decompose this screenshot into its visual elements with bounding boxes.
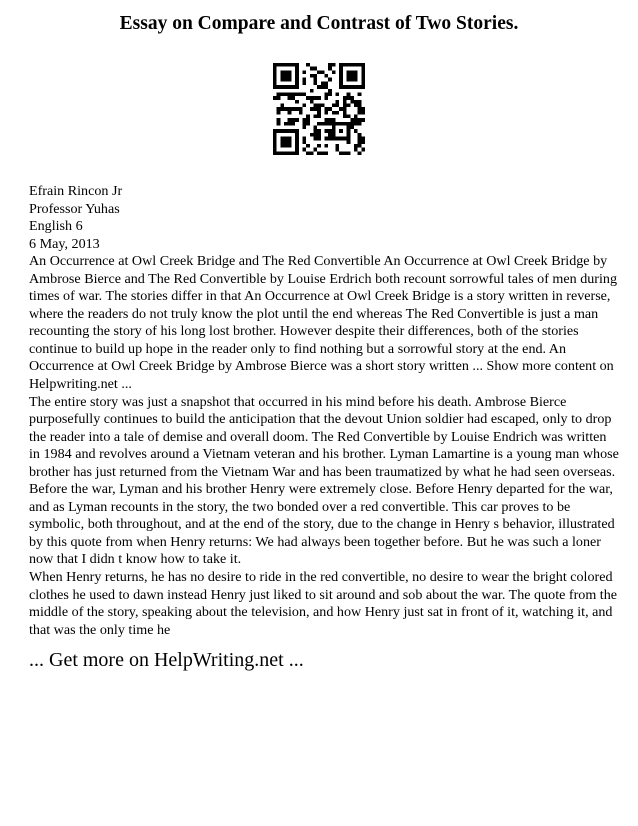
- qr-module: [291, 118, 295, 122]
- qr-module: [336, 111, 340, 115]
- qr-module: [325, 81, 329, 85]
- qr-module: [284, 122, 288, 126]
- qr-module: [284, 92, 288, 96]
- qr-module: [284, 107, 288, 111]
- paragraph: When Henry returns, he has no desire to ride in the red convertible, no desire to wear the bright colored clothes he used to dawn instead Henry just liked to sit around and sob about the war. The quote from the middle of the story, speaking about the television, and how Henry just sat in front of it, watching it, and that was the only time he: [29, 569, 618, 638]
- qr-module: [361, 118, 365, 122]
- qr-code-icon[interactable]: [273, 63, 365, 155]
- qr-module: [328, 78, 332, 82]
- qr-module: [277, 92, 281, 96]
- qr-module: [358, 140, 362, 144]
- qr-module: [288, 118, 292, 122]
- qr-module: [358, 103, 362, 107]
- qr-module: [306, 151, 310, 155]
- qr-module: [277, 118, 281, 122]
- qr-module: [291, 92, 295, 96]
- qr-module: [313, 133, 317, 137]
- qr-module: [321, 85, 325, 89]
- qr-module: [325, 92, 329, 96]
- qr-module: [313, 137, 317, 141]
- qr-module: [361, 137, 365, 141]
- qr-module: [313, 126, 317, 130]
- qr-module: [336, 103, 340, 107]
- qr-module: [317, 111, 321, 115]
- qr-module: [354, 118, 358, 122]
- qr-module: [347, 70, 358, 81]
- qr-module: [321, 70, 325, 74]
- qr-module: [313, 67, 317, 71]
- qr-module: [313, 115, 317, 119]
- qr-module: [310, 133, 314, 137]
- qr-module: [343, 103, 347, 107]
- qr-module: [354, 144, 358, 148]
- qr-module: [325, 85, 329, 89]
- qr-module: [277, 122, 281, 126]
- qr-module: [302, 137, 306, 141]
- qr-module: [295, 100, 299, 104]
- qr-module: [295, 118, 299, 122]
- qr-module: [273, 96, 277, 100]
- qr-module: [358, 133, 362, 137]
- qr-module: [332, 103, 336, 107]
- qr-module: [347, 115, 351, 119]
- qr-module: [295, 92, 299, 96]
- qr-module: [277, 111, 281, 115]
- qr-module: [317, 129, 321, 133]
- qr-module: [325, 122, 329, 126]
- qr-module: [310, 67, 314, 71]
- qr-module: [302, 81, 306, 85]
- qr-module: [361, 111, 365, 115]
- qr-module: [288, 92, 292, 96]
- qr-module: [347, 92, 351, 96]
- qr-module: [343, 151, 347, 155]
- qr-module: [325, 74, 329, 78]
- qr-module: [321, 103, 325, 107]
- qr-module: [354, 129, 358, 133]
- qr-module: [317, 151, 321, 155]
- qr-module: [310, 151, 314, 155]
- paragraph: An Occurrence at Owl Creek Bridge and The Red Convertible An Occurrence at Owl Creek Bridge by Ambrose Bierce and The Red Convertible by Louise Erdrich both recount sorrowful tales of men during times of war. The stories differ in that An Occurrence at Owl Creek Bridge is a story written in reverse, where the readers do not truly know the plot until the end whereas The Red Convertible is just a man recounting the story of his long lost brother. However despite their differences, both of the stories continue to build up hope in the reader only to find nothing but a sorrowful story at the end. An Occurrence at Owl Creek Bridge by Ambrose Bierce was a short story written ... Show more content on Helpwriting.net ...: [29, 253, 618, 393]
- qr-module: [302, 78, 306, 82]
- qr-module: [313, 129, 317, 133]
- qr-module: [328, 107, 332, 111]
- qr-module: [306, 115, 310, 119]
- qr-module: [350, 126, 354, 130]
- qr-module: [358, 92, 362, 96]
- qr-module: [332, 63, 336, 67]
- qr-module: [317, 107, 321, 111]
- qr-module: [317, 144, 321, 148]
- document-title: Essay on Compare and Contrast of Two Stories.: [119, 13, 519, 34]
- qr-module: [313, 107, 317, 111]
- qr-module: [336, 100, 340, 104]
- qr-module: [358, 137, 362, 141]
- qr-module: [347, 140, 351, 144]
- qr-module: [302, 103, 306, 107]
- qr-module: [280, 103, 284, 107]
- qr-module: [280, 137, 291, 148]
- qr-module: [306, 122, 310, 126]
- qr-module: [313, 103, 317, 107]
- qr-module: [310, 107, 314, 111]
- qr-module: [350, 96, 354, 100]
- header-course: English 6: [29, 218, 83, 235]
- qr-module: [313, 148, 317, 152]
- qr-module: [328, 89, 332, 93]
- qr-module: [288, 111, 292, 115]
- qr-module: [302, 122, 306, 126]
- qr-module: [358, 107, 362, 111]
- header-author: Efrain Rincon Jr: [29, 183, 123, 199]
- qr-module: [325, 144, 329, 148]
- qr-module: [317, 103, 321, 107]
- qr-module: [328, 122, 332, 126]
- qr-module: [325, 96, 329, 100]
- qr-module: [313, 81, 317, 85]
- qr-module: [343, 96, 347, 100]
- qr-module: [302, 126, 306, 130]
- qr-module: [358, 111, 362, 115]
- header-date: 6 May, 2013: [29, 235, 100, 252]
- qr-module: [361, 148, 365, 152]
- qr-module: [325, 137, 329, 141]
- qr-module: [325, 118, 329, 122]
- qr-module: [354, 148, 358, 152]
- qr-module: [306, 96, 310, 100]
- qr-module: [306, 63, 310, 67]
- qr-module: [302, 70, 306, 74]
- qr-module: [350, 122, 354, 126]
- qr-module: [339, 129, 343, 133]
- qr-module: [291, 122, 295, 126]
- qr-module: [280, 107, 284, 111]
- qr-module: [310, 96, 314, 100]
- qr-module: [299, 107, 303, 111]
- qr-module: [313, 78, 317, 82]
- qr-module: [291, 107, 295, 111]
- qr-module: [310, 100, 314, 104]
- qr-module: [354, 115, 358, 119]
- qr-module: [325, 151, 329, 155]
- qr-module: [302, 148, 306, 152]
- qr-module: [302, 140, 306, 144]
- qr-module: [328, 129, 332, 133]
- qr-module: [361, 140, 365, 144]
- qr-module: [343, 100, 347, 104]
- qr-module: [321, 151, 325, 155]
- qr-module: [313, 74, 317, 78]
- qr-module: [291, 96, 295, 100]
- qr-module: [317, 137, 321, 141]
- qr-module: [328, 137, 332, 141]
- qr-module: [321, 122, 325, 126]
- qr-module: [347, 103, 351, 107]
- qr-module: [277, 96, 281, 100]
- qr-module: [302, 92, 306, 96]
- qr-module: [325, 129, 329, 133]
- qr-module: [306, 144, 310, 148]
- qr-module: [328, 67, 332, 71]
- qr-module: [288, 122, 292, 126]
- qr-module: [358, 122, 362, 126]
- qr-module: [306, 118, 310, 122]
- qr-module: [310, 74, 314, 78]
- qr-module: [336, 144, 340, 148]
- get-more-link[interactable]: ... Get more on HelpWriting.net ...: [29, 649, 304, 671]
- qr-module: [358, 144, 362, 148]
- qr-module: [295, 107, 299, 111]
- qr-module: [317, 115, 321, 119]
- qr-module: [325, 107, 329, 111]
- qr-module: [317, 122, 321, 126]
- qr-module: [347, 151, 351, 155]
- qr-module: [317, 96, 321, 100]
- qr-module: [339, 107, 343, 111]
- qr-module: [280, 70, 291, 81]
- qr-module: [328, 133, 332, 137]
- qr-module: [350, 118, 354, 122]
- qr-module: [350, 100, 354, 104]
- qr-module: [313, 96, 317, 100]
- qr-module: [288, 96, 292, 100]
- paragraph: The entire story was just a snapshot that occurred in his mind before his death. Ambrose Bierce purposefully continues to build the anticipation that the devout Union soldier had escaped, only to drop the reader into a tale of demise and overall doom. The Red Convertible by Louise Endrich was written in 1984 and revolves around a Vietnam veteran and his brother. Lyman Lamartine is a young man whose brother has just returned from the Vietnam War and has been traumatized by what he had seen overseas.: [29, 393, 619, 480]
- qr-module: [299, 92, 303, 96]
- qr-module: [302, 118, 306, 122]
- qr-module: [321, 81, 325, 85]
- qr-module: [339, 151, 343, 155]
- qr-module: [358, 151, 362, 155]
- essay-body: [29, 183, 619, 639]
- qr-module: [280, 92, 284, 96]
- qr-module: [317, 133, 321, 137]
- qr-module: [325, 111, 329, 115]
- qr-module: [277, 107, 281, 111]
- header-professor: Professor Yuhas: [29, 200, 120, 217]
- qr-module: [361, 107, 365, 111]
- qr-module: [354, 122, 358, 126]
- paragraph: Before the war, Lyman and his brother Henry were extremely close. Before Henry departed for the war, and as Lyman recounts in the story, the two bonded over a red convertible. This car proves to be symbolic, both throughout, and at the end of the story, due to the change in Henry s behavior, illustrated by this quote from when Henry returns: We had always been together before. But he was such a loner now that I didn t know how to take it.: [29, 481, 615, 568]
- qr-module: [354, 100, 358, 104]
- qr-module: [358, 118, 362, 122]
- qr-module: [343, 115, 347, 119]
- qr-module: [358, 100, 362, 104]
- qr-module: [310, 89, 314, 93]
- qr-module: [336, 148, 340, 152]
- qr-module: [328, 92, 332, 96]
- qr-module: [343, 107, 347, 111]
- qr-module: [328, 118, 332, 122]
- qr-module: [299, 111, 303, 115]
- qr-module: [336, 92, 340, 96]
- qr-module: [328, 63, 332, 67]
- qr-module: [288, 107, 292, 111]
- qr-module: [343, 111, 347, 115]
- qr-module: [332, 70, 336, 74]
- qr-module: [317, 70, 321, 74]
- qr-module: [317, 85, 321, 89]
- qr-module: [332, 111, 336, 115]
- qr-module: [332, 118, 336, 122]
- qr-module: [354, 103, 358, 107]
- qr-module: [347, 96, 351, 100]
